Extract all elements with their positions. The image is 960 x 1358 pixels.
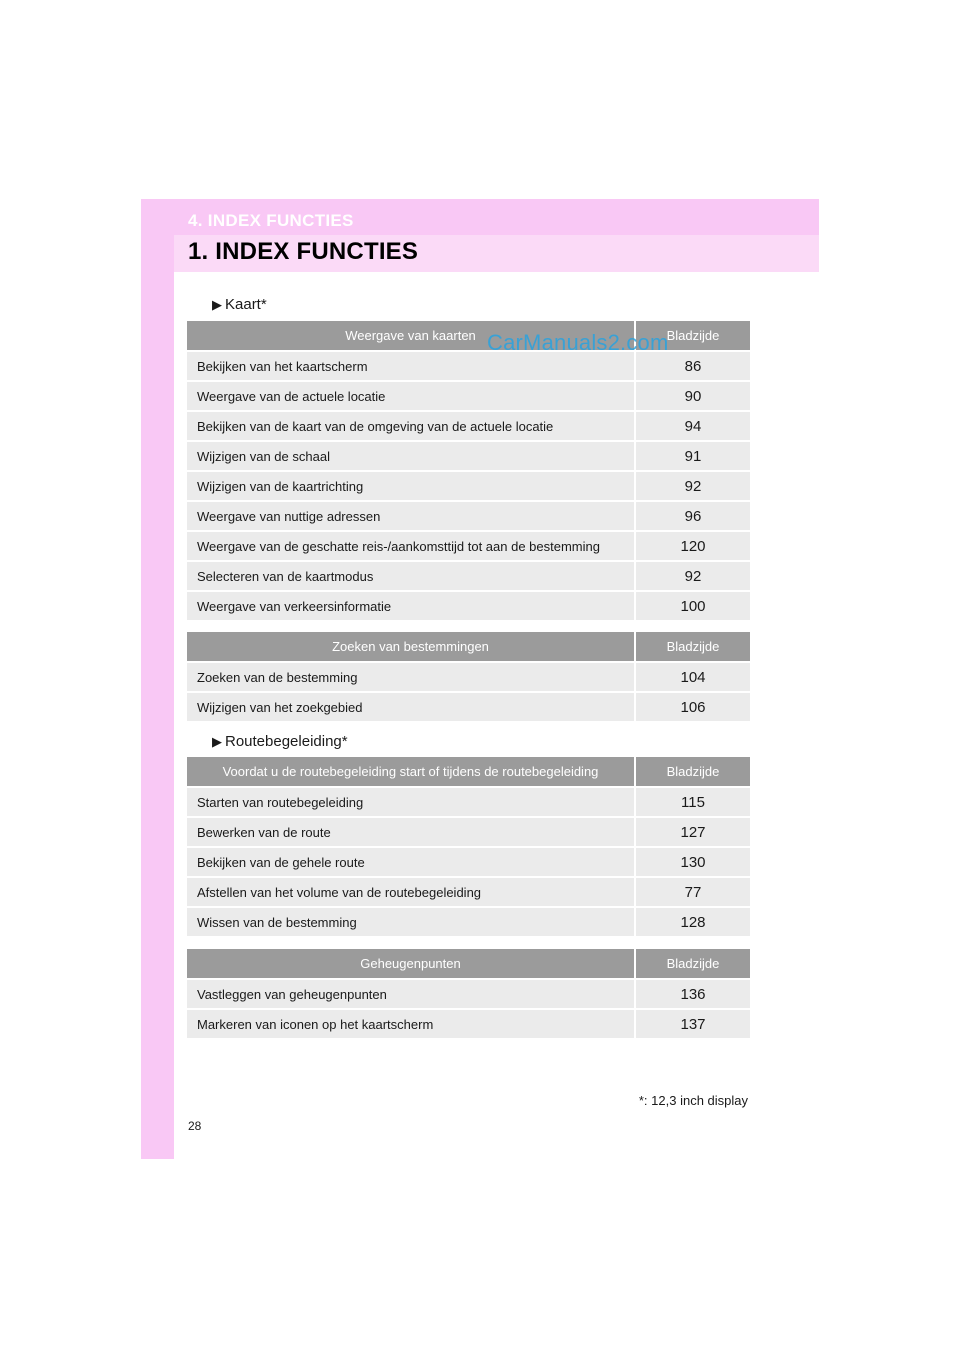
table-header-row [187,949,750,979]
table-row[interactable] [187,1009,750,1038]
row-label: Wijzigen van het zoekgebied [187,692,635,721]
page-ref-link[interactable]: 91 [635,441,750,471]
page-ref-link[interactable]: 92 [635,471,750,501]
page-ref-link[interactable]: 77 [635,877,750,907]
row-label: Weergave van de geschatte reis-/aankomsttijd tot aan de bestemming [187,531,635,561]
chapter-title: 4. INDEX FUNCTIES [188,211,354,230]
page-ref-link[interactable]: 120 [635,531,750,561]
table-row[interactable] [187,877,750,907]
page-ref-link[interactable]: 115 [635,787,750,817]
row-label: Vastleggen van geheugenpunten [187,979,635,1009]
column-header-page: Bladzijde [635,757,750,787]
row-label: Wissen van de bestemming [187,907,635,936]
row-label: Afstellen van het volume van de routebegeleiding [187,877,635,907]
table-row[interactable] [187,662,750,692]
column-header-topic: Geheugenpunten [187,949,635,979]
row-label: Bekijken van de gehele route [187,847,635,877]
index-table-zoeken-bestemmingen [187,632,750,721]
page-ref-link[interactable]: 86 [635,351,750,381]
table-row[interactable] [187,979,750,1009]
table-header-row [187,632,750,662]
table-row[interactable] [187,441,750,471]
column-header-topic: Weergave van kaarten [187,321,635,351]
index-table-geheugenpunten [187,949,750,1038]
column-header-topic: Zoeken van bestemmingen [187,632,635,662]
page-ref-link[interactable]: 100 [635,591,750,620]
page-title: 1. INDEX FUNCTIES [188,238,419,265]
table-row[interactable] [187,531,750,561]
row-label: Selecteren van de kaartmodus [187,561,635,591]
page-ref-link[interactable]: 136 [635,979,750,1009]
page-ref-link[interactable]: 92 [635,561,750,591]
table-row[interactable] [187,787,750,817]
table-row[interactable] [187,907,750,936]
column-header-page: Bladzijde [635,632,750,662]
row-label: Wijzigen van de kaartrichting [187,471,635,501]
footnote: *: 12,3 inch display [638,1093,748,1108]
table-row[interactable] [187,471,750,501]
row-label: Weergave van de actuele locatie [187,381,635,411]
table-row[interactable] [187,591,750,620]
page-ref-link[interactable]: 130 [635,847,750,877]
row-label: Weergave van nuttige adressen [187,501,635,531]
column-header-topic: Voordat u de routebegeleiding start of tijdens de routebegeleiding [187,757,635,787]
row-label: Bewerken van de route [187,817,635,847]
page-ref-link[interactable]: 104 [635,662,750,692]
table-row[interactable] [187,561,750,591]
index-table-routebegeleiding [187,757,750,936]
column-header-page: Bladzijde [635,949,750,979]
page-ref-link[interactable]: 137 [635,1009,750,1038]
page-ref-link[interactable]: 127 [635,817,750,847]
row-label: Wijzigen van de schaal [187,441,635,471]
section-heading-routebegeleiding: ▶ Routebegeleiding* [212,733,348,750]
page-ref-link[interactable]: 90 [635,381,750,411]
triangle-right-icon: ▶ [212,734,222,749]
column-header-page: Bladzijde [635,321,750,351]
triangle-right-icon: ▶ [212,297,222,312]
row-label: Weergave van verkeersinformatie [187,591,635,620]
table-row[interactable] [187,847,750,877]
table-header-row [187,757,750,787]
row-label: Bekijken van de kaart van de omgeving van de actuele locatie [187,411,635,441]
index-table-weergave-kaarten [187,321,750,620]
table-row[interactable] [187,411,750,441]
section-heading-kaart: ▶ Kaart* [212,296,267,313]
table-row[interactable] [187,381,750,411]
side-accent-strip [141,199,174,1159]
table-row[interactable] [187,817,750,847]
row-label: Zoeken van de bestemming [187,662,635,692]
row-label: Starten van routebegeleiding [187,787,635,817]
page-ref-link[interactable]: 94 [635,411,750,441]
page-ref-link[interactable]: 128 [635,907,750,936]
page-ref-link[interactable]: 106 [635,692,750,721]
page-ref-link[interactable]: 96 [635,501,750,531]
row-label: Markeren van iconen op het kaartscherm [187,1009,635,1038]
table-row[interactable] [187,501,750,531]
page-number: 28 [188,1119,202,1133]
row-label: Bekijken van het kaartscherm [187,351,635,381]
watermark-text: CarManuals2.com [487,330,669,355]
table-row[interactable] [187,692,750,721]
